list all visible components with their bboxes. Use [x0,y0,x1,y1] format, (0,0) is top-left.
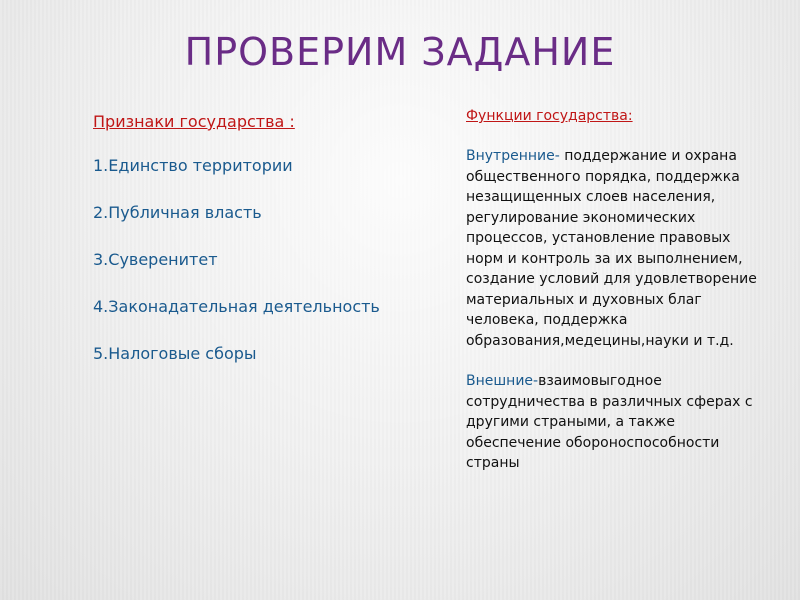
feature-item: 3.Суверенитет [93,250,218,269]
external-functions-paragraph [466,371,771,474]
external-functions-term: Внешние- [466,373,539,389]
internal-functions-term: Внутренние- [466,148,560,164]
page-title: ПРОВЕРИМ ЗАДАНИЕ [184,30,616,74]
feature-item: 1.Единство территории [93,156,293,175]
feature-item: 2.Публичная власть [93,203,262,222]
internal-functions-text: поддержание и охрана общественного порядка, поддержка незащищенных слоев населения, регулирование экономических процессов, установление правовых норм и контроль за их выполнением, создание условий для удовлетворение материальных и духовных благ человека, поддержка образования,медецины,науки и т.д. [466,148,757,349]
internal-functions-paragraph [466,146,771,351]
features-column [93,110,413,389]
external-functions-text: взаимовыгодное сотрудничества в различных сферах с другими страными, а также обеспечение обороноспособности страны [466,373,753,471]
feature-item: 4.Законадательная деятельность [93,297,380,316]
functions-heading: Функции государства: [466,108,633,124]
features-heading: Признаки государства : [93,112,295,131]
functions-column [466,106,771,494]
feature-item: 5.Налоговые сборы [93,344,257,363]
